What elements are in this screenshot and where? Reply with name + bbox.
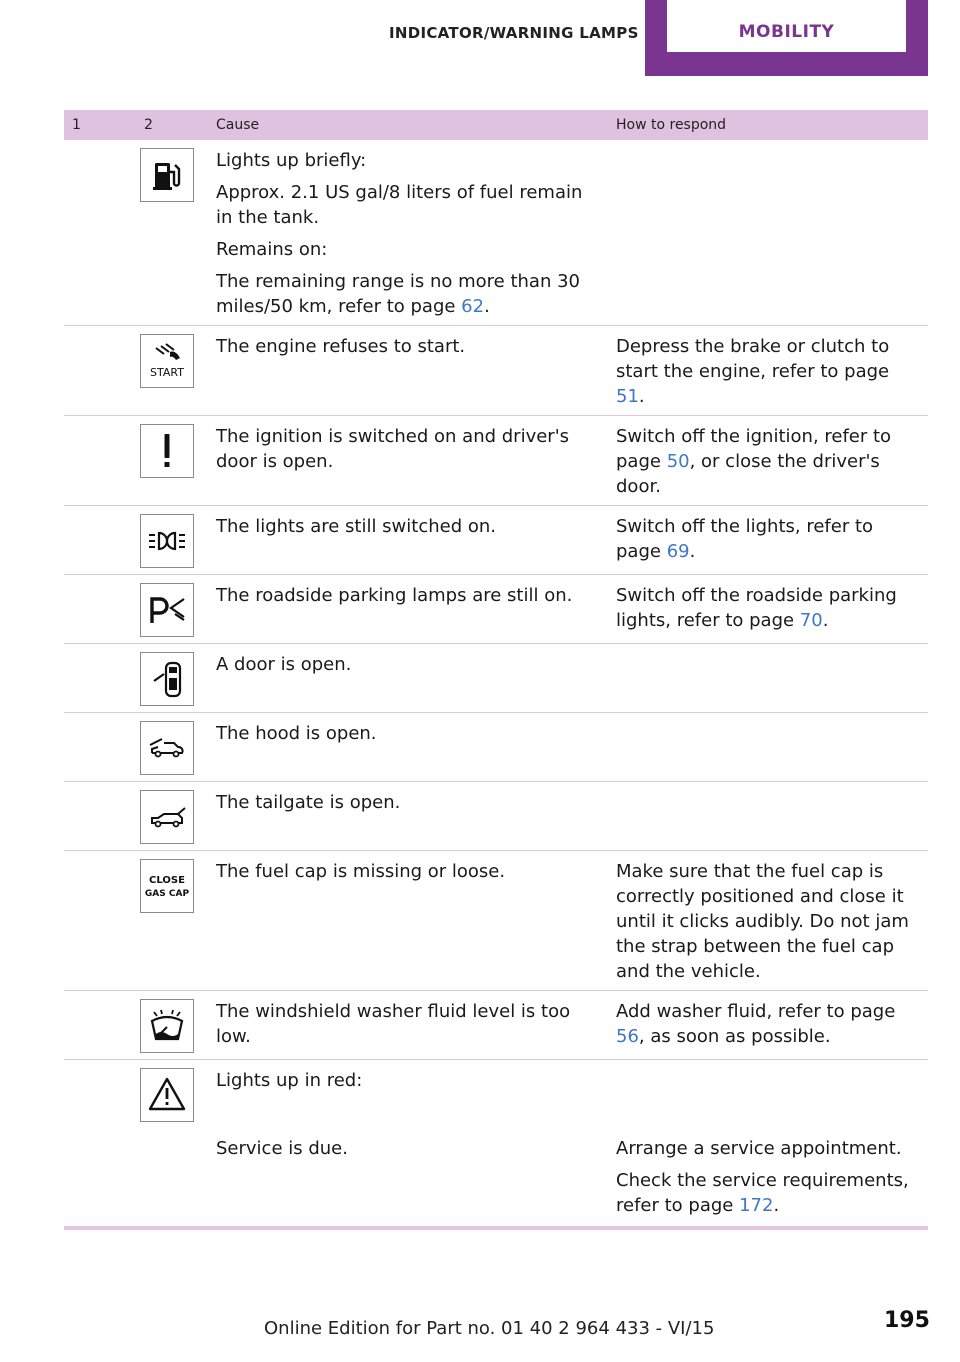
warning-lamps-table <box>64 110 928 1230</box>
cause-cell: Lights up briefly: Approx. 2.1 US gal/8 liters of fuel remain in the tank. Remains on: The remaining range is no more than 30 miles/50 km, refer to page 62. <box>208 140 608 326</box>
table-header-row <box>64 110 928 140</box>
page-link[interactable]: 56 <box>616 1026 639 1047</box>
washer-fluid-icon <box>140 999 194 1053</box>
page-link[interactable]: 172 <box>739 1195 774 1216</box>
column-header-cause: Cause <box>208 110 608 140</box>
cause-cell: The tailgate is open. <box>208 782 608 851</box>
respond-cell <box>608 782 928 851</box>
table-row <box>64 416 928 506</box>
column-header-respond: How to respond <box>608 110 928 140</box>
respond-cell: Arrange a service appointment. Check the service requirements, refer to page 172. <box>608 1128 928 1228</box>
respond-cell: Switch off the roadside parking lights, refer to page 70. <box>608 575 928 644</box>
respond-cell <box>608 644 928 713</box>
door-open-icon <box>140 652 194 706</box>
table-row <box>64 713 928 782</box>
table-row <box>64 326 928 416</box>
svg-text:START: START <box>150 366 184 379</box>
cause-cell: Lights up in red: <box>216 1070 363 1091</box>
start-engine-icon <box>140 334 194 388</box>
cause-cell: The fuel cap is missing or loose. <box>208 851 608 991</box>
table-row <box>64 851 928 991</box>
lights-on-icon <box>140 514 194 568</box>
exclamation-icon <box>140 424 194 478</box>
column-header-1: 1 <box>64 110 136 140</box>
cause-cell: The lights are still switched on. <box>208 506 608 575</box>
cause-cell: The engine refuses to start. <box>208 326 608 416</box>
table-row <box>64 1060 928 1129</box>
footer <box>0 1308 960 1362</box>
warning-triangle-icon <box>140 1068 194 1122</box>
table-row <box>64 782 928 851</box>
tailgate-open-icon <box>140 790 194 844</box>
page-link[interactable]: 50 <box>666 451 690 472</box>
page-link[interactable]: 70 <box>799 610 823 631</box>
chapter-tab[interactable] <box>645 0 928 76</box>
respond-cell: Add washer fluid, refer to page 56, as soon as possible. <box>608 991 928 1060</box>
respond-cell: Switch off the ignition, refer to page 50, or close the driver's door. <box>608 416 928 506</box>
respond-cell <box>608 1060 928 1129</box>
section-title: INDICATOR/WARNING LAMPS <box>389 24 639 42</box>
table-row <box>64 506 928 575</box>
column-header-2: 2 <box>136 110 208 140</box>
cause-cell: A door is open. <box>208 644 608 713</box>
cause-cell: Service is due. <box>208 1128 608 1228</box>
table-row <box>64 1128 928 1228</box>
table-row <box>64 991 928 1060</box>
gas-cap-text-line1: CLOSE <box>149 875 185 886</box>
cause-cell: The roadside parking lamps are still on. <box>208 575 608 644</box>
table-row <box>64 140 928 326</box>
close-gas-cap-icon <box>140 859 194 913</box>
respond-cell: Switch off the lights, refer to page 69. <box>608 506 928 575</box>
cause-cell: The windshield washer fluid level is too low. <box>208 991 608 1060</box>
page-link[interactable]: 69 <box>666 541 690 562</box>
gas-cap-text-line2: GAS CAP <box>144 889 190 899</box>
table-row <box>64 575 928 644</box>
table-row <box>64 644 928 713</box>
edition-note: Online Edition for Part no. 01 40 2 964 433 - VI/15 <box>264 1318 715 1339</box>
chapter-tab-label: MOBILITY <box>738 22 835 42</box>
respond-cell <box>608 140 928 326</box>
respond-cell: Depress the brake or clutch to start the engine, refer to page 51. <box>608 326 928 416</box>
page-link[interactable]: 62 <box>461 296 485 317</box>
respond-cell: Make sure that the fuel cap is correctly positioned and close it until it clicks audibly. Do not jam the strap between the fuel cap and the vehicle. <box>608 851 928 991</box>
page-number: 195 <box>884 1308 930 1333</box>
parking-lamp-icon <box>140 583 194 637</box>
page-link[interactable]: 51 <box>616 386 639 407</box>
hood-open-icon <box>140 721 194 775</box>
cause-cell: The hood is open. <box>208 713 608 782</box>
fuel-pump-icon <box>140 148 194 202</box>
respond-cell <box>608 713 928 782</box>
cause-cell: The ignition is switched on and driver's door is open. <box>208 416 608 506</box>
